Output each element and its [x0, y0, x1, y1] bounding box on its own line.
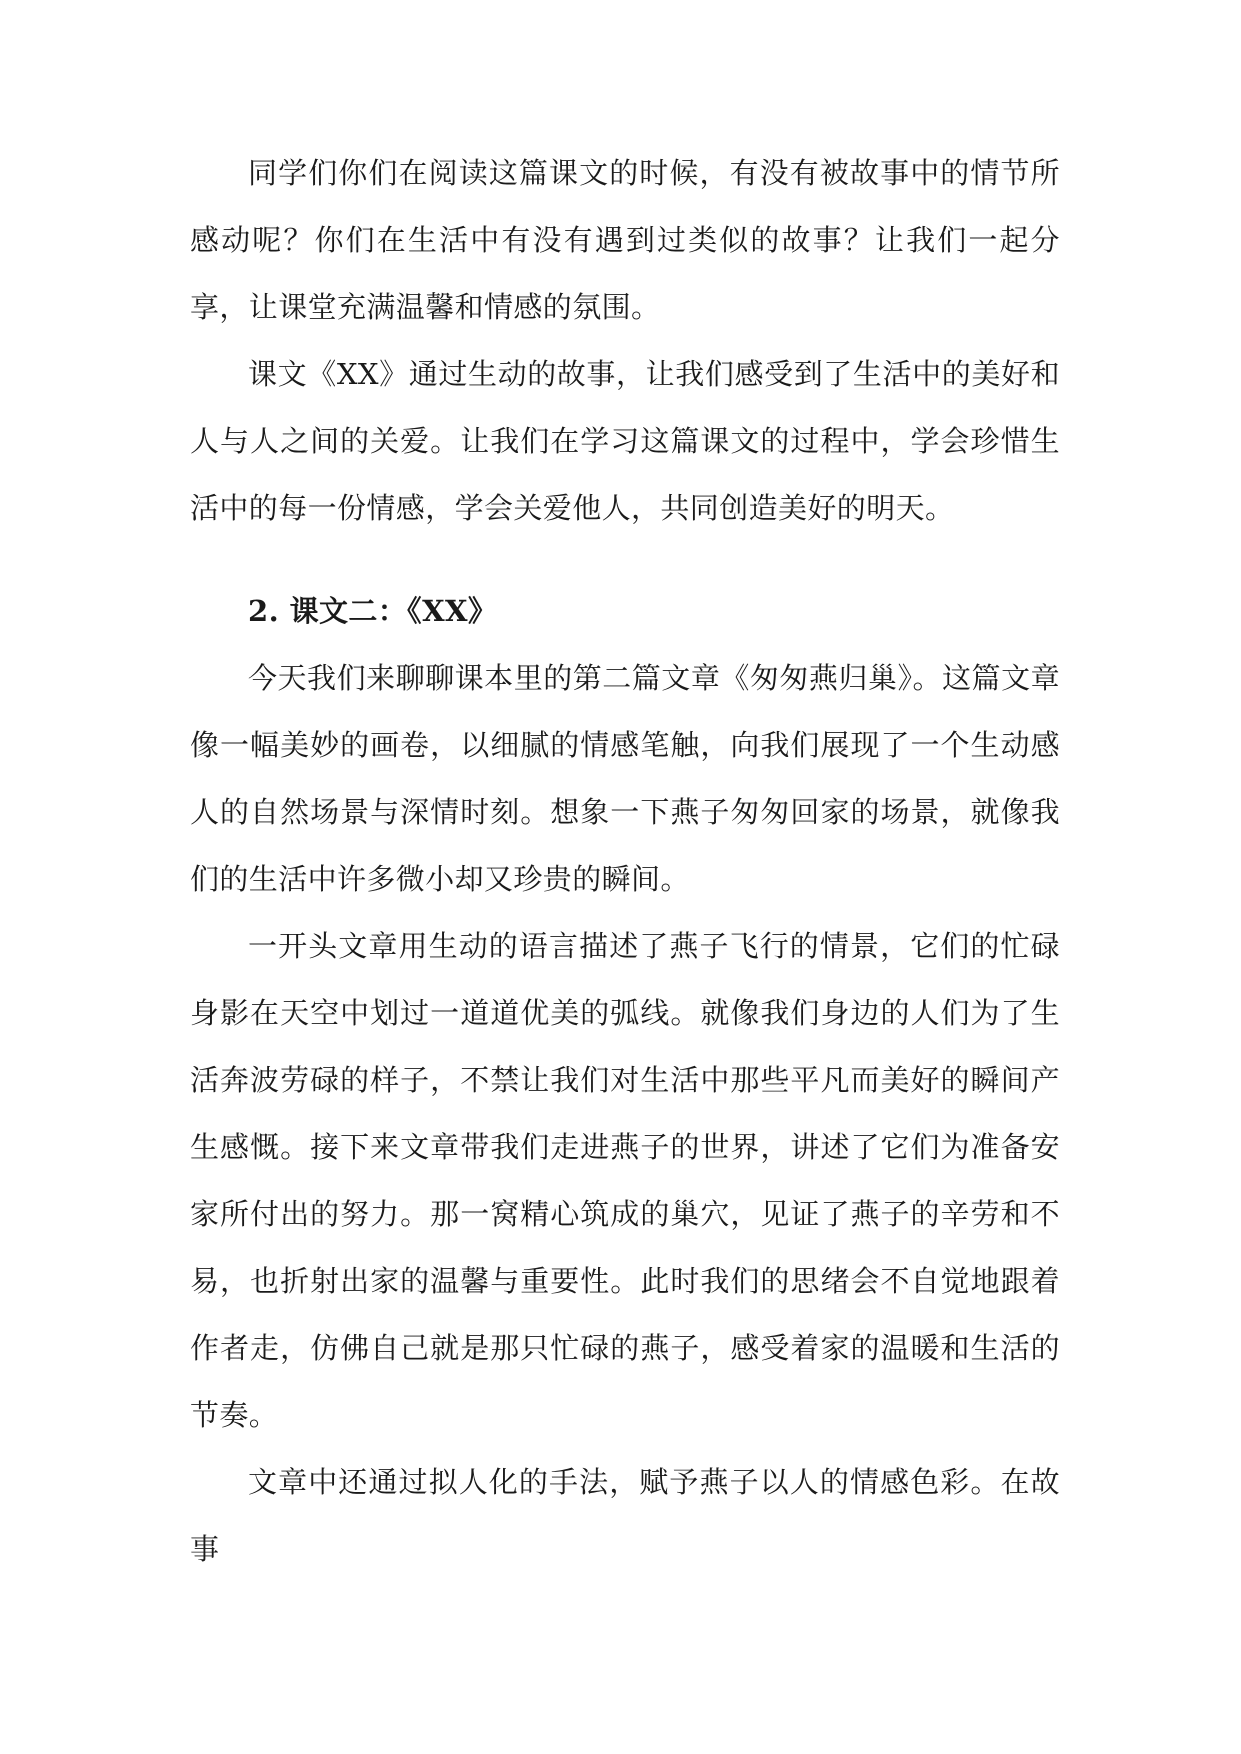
paragraph-share-story: 同学们你们在阅读这篇课文的时候，有没有被故事中的情节所感动呢？你们在生活中有没有遇到过类似的故事？让我们一起分享，让课堂充满温馨和情感的氛围。	[190, 156, 1060, 324]
paragraph-lesson-summary: 课文《XX》通过生动的故事，让我们感受到了生活中的美好和人与人之间的关爱。让我们在学习这篇课文的过程中，学会珍惜生活中的每一份情感，学会关爱他人，共同创造美好的明天。	[190, 357, 1060, 525]
section-heading: 2. 课文二：《XX》	[248, 594, 498, 628]
paragraph-intro-swallows: 今天我们来聊聊课本里的第二篇文章《匆匆燕归巢》。这篇文章像一幅美妙的画卷，以细腻的情感笔触，向我们展现了一个生动感人的自然场景与深情时刻。想象一下燕子匆匆回家的场景，就像我们的生活中许多微小却又珍贵的瞬间。	[190, 661, 1060, 896]
paragraph-personification: 文章中还通过拟人化的手法，赋予燕子以人的情感色彩。在故事	[190, 1465, 1060, 1566]
document-page	[190, 140, 1060, 1583]
paragraph-swallow-flight: 一开头文章用生动的语言描述了燕子飞行的情景，它们的忙碌身影在天空中划过一道道优美的弧线。就像我们身边的人们为了生活奔波劳碌的样子，不禁让我们对生活中那些平凡而美好的瞬间产生感慨。接下来文章带我们走进燕子的世界，讲述了它们为准备安家所付出的努力。那一窝精心筑成的巢穴，见证了燕子的辛劳和不易，也折射出家的温馨与重要性。此时我们的思绪会不自觉地跟着作者走，仿佛自己就是那只忙碌的燕子，感受着家的温暖和生活的节奏。	[190, 929, 1060, 1432]
